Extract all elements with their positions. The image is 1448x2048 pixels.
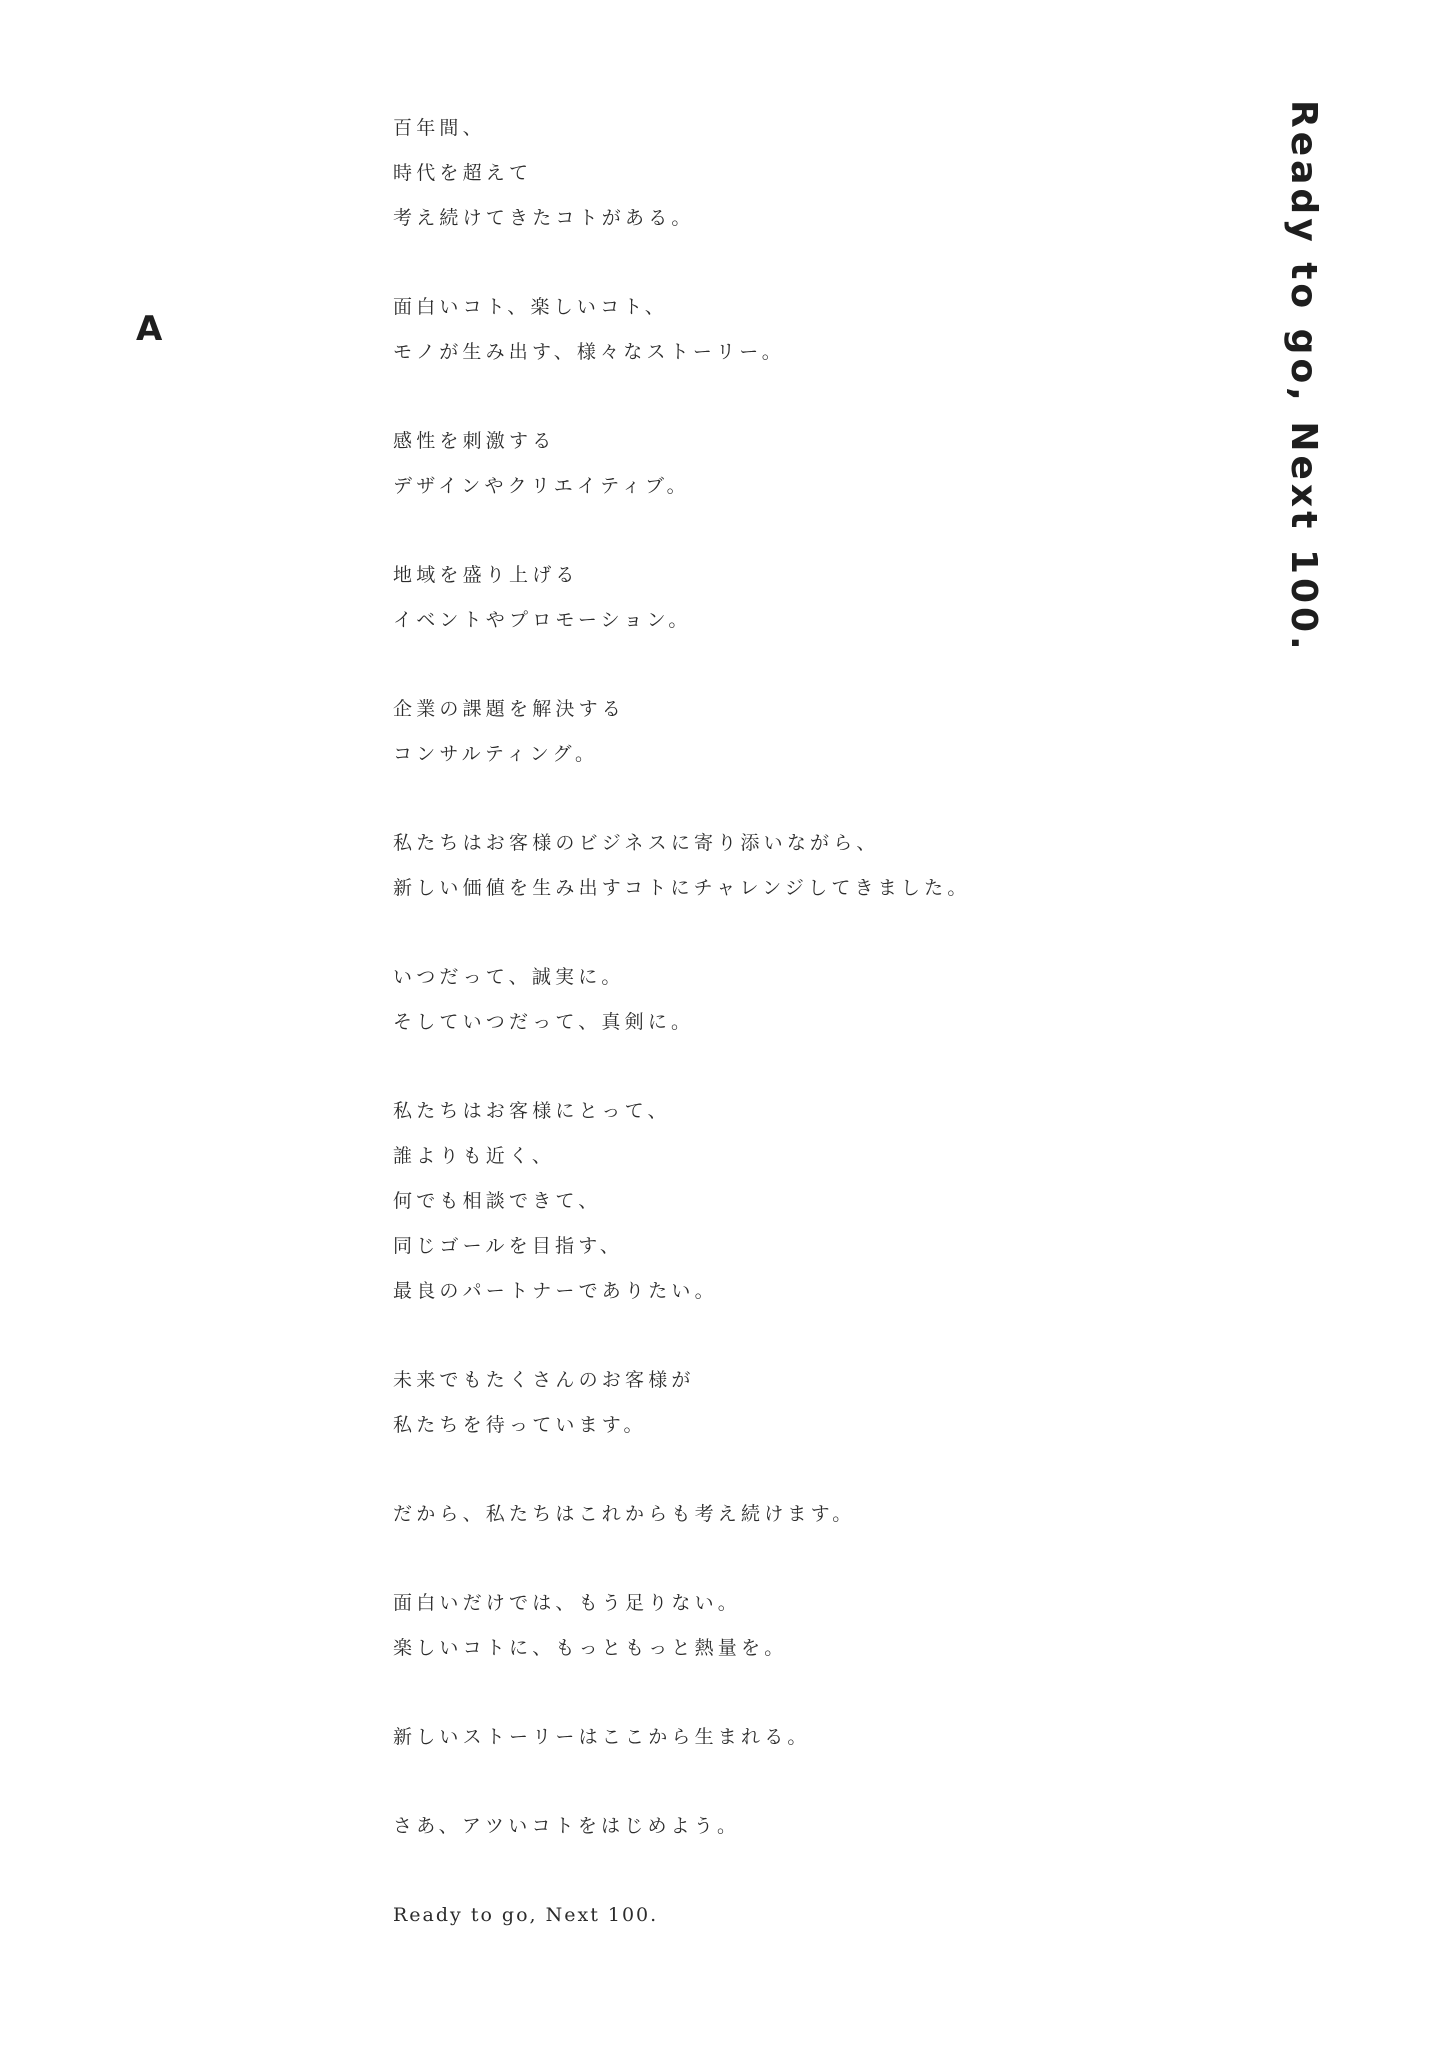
stanza bbox=[393, 691, 1193, 781]
stanza bbox=[393, 825, 1193, 915]
poem-line: 未来でもたくさんのお客様が bbox=[393, 1369, 695, 1391]
poem-line: いつだって、誠実に。 bbox=[393, 966, 625, 988]
poem-line: だから、私たちはこれからも考え続けます。 bbox=[393, 1503, 856, 1525]
poem-line: デザインやクリエイティブ。 bbox=[393, 475, 690, 497]
poem-line: 最良のパートナーでありたい。 bbox=[393, 1280, 718, 1302]
page-letter: A bbox=[136, 309, 163, 349]
stanza bbox=[393, 1585, 1193, 1675]
poem-line: 私たちはお客様のビジネスに寄り添いながら、 bbox=[393, 832, 880, 854]
poem-line: コンサルティング。 bbox=[393, 743, 599, 765]
poem-line: 面白いだけでは、もう足りない。 bbox=[393, 1592, 742, 1614]
closing-stanza bbox=[393, 1897, 1193, 1942]
poem-line: 楽しいコトに、もっともっと熱量を。 bbox=[393, 1637, 788, 1659]
poem-line: 新しい価値を生み出すコトにチャレンジしてきました。 bbox=[393, 877, 971, 899]
poem-line: 何でも相談できて、 bbox=[393, 1190, 602, 1212]
stanza bbox=[393, 1093, 1193, 1318]
poem-line: そしていつだって、真剣に。 bbox=[393, 1011, 695, 1033]
stanza bbox=[393, 959, 1193, 1049]
poem-line: 地域を盛り上げる bbox=[393, 564, 579, 586]
stanza bbox=[393, 289, 1193, 379]
poem-line: 同じゴールを目指す、 bbox=[393, 1235, 624, 1257]
stanza bbox=[393, 1362, 1193, 1452]
poem-line: 企業の課題を解決する bbox=[393, 698, 626, 720]
stanza bbox=[393, 1496, 1193, 1541]
closing-line: Ready to go, Next 100. bbox=[393, 1904, 659, 1926]
poem-line: 誰よりも近く、 bbox=[393, 1145, 556, 1167]
poem-line: 私たちを待っています。 bbox=[393, 1414, 647, 1436]
poem-line: モノが生み出す、様々なストーリー。 bbox=[393, 341, 785, 363]
poem-line: 私たちはお客様にとって、 bbox=[393, 1100, 671, 1122]
stanza bbox=[393, 557, 1193, 647]
stanza bbox=[393, 1719, 1193, 1764]
poem-line: 感性を刺激する bbox=[393, 430, 556, 452]
poem-line: さあ、アツいコトをはじめよう。 bbox=[393, 1815, 741, 1837]
poem-line: 時代を超えて bbox=[393, 162, 533, 184]
stanza bbox=[393, 423, 1193, 513]
poem-line: 新しいストーリーはここから生まれる。 bbox=[393, 1726, 811, 1748]
vertical-title: Ready to go, Next 100. bbox=[1283, 100, 1324, 654]
stanza bbox=[393, 1808, 1193, 1853]
poem-line: 考え続けてきたコトがある。 bbox=[393, 207, 695, 229]
stanza bbox=[393, 110, 1193, 245]
poem-line: 面白いコト、楽しいコト、 bbox=[393, 296, 668, 318]
poem-body bbox=[393, 110, 1193, 1986]
poem-line: イベントやプロモーション。 bbox=[393, 609, 692, 631]
poem-line: 百年間、 bbox=[393, 117, 486, 139]
